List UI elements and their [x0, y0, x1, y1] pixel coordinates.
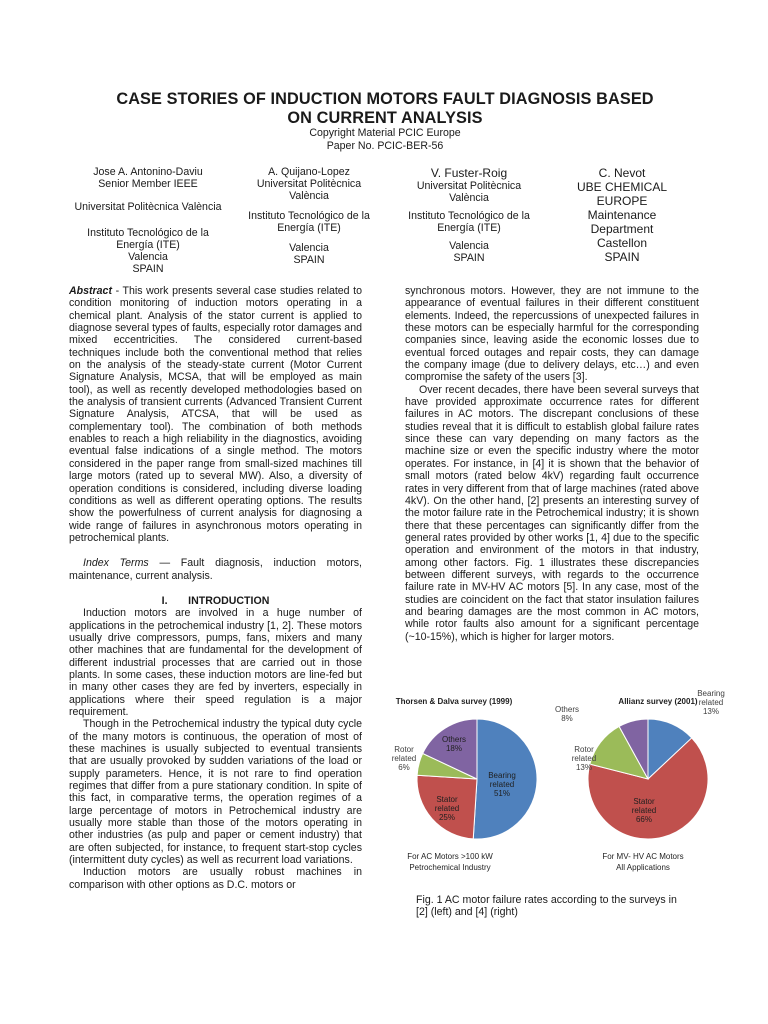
pie-left-label-rotor-related-line-1: Rotor	[394, 745, 414, 754]
pie-right-label-stator-related-line-2: related	[631, 806, 657, 815]
author-3-affil-2b: Energía (ITE)	[437, 222, 501, 234]
pie-left-label-others-value: 18%	[445, 744, 463, 753]
figure-caption-line-2: [2] (left) and [4] (right)	[416, 906, 518, 919]
figure-1-caption	[416, 894, 716, 919]
right-column	[405, 285, 699, 643]
author-1-title: Senior Member IEEE	[98, 178, 198, 190]
pie-right-label-others-line-1: Others	[554, 705, 580, 714]
pie-right-label-bearing-related-line-1: Bearing	[697, 690, 725, 698]
index-terms	[69, 557, 362, 582]
author-1-affil-1: Universitat Politècnica València	[74, 201, 222, 213]
figure-caption-line-1: Fig. 1 AC motor failure rates according to the surveys in	[416, 894, 677, 906]
author-3-affil-1a: Universitat Politècnica	[416, 180, 522, 192]
pie-left-label-rotor-related-line-2: related	[391, 754, 417, 763]
author-2-affil-1a: Universitat Politècnica	[256, 178, 362, 190]
copyright-notice: Copyright Material PCIC Europe	[309, 127, 461, 139]
pie-right-label-bearing-related-line-2: related	[698, 698, 724, 707]
pie-left-label-bearing-related-line-2: related	[489, 780, 515, 789]
left-column	[69, 285, 362, 891]
author-4-city: Castellon	[596, 236, 648, 250]
pie-left-label-stator-related-line-1: Stator	[436, 795, 458, 804]
intro-paragraph-3-continued: synchronous motors. However, they are not immune to the appearance of eventual failures in their different constituent elements. Indeed, the repercussions of unexpected failures in these motors can be especially harmful for the corresponding companies since, leaving aside the economic losses due to eventual forced outages and repair costs, they can damage the company image (due to delivery delays, etc…) and even compromise the safety of the users [3].	[405, 285, 699, 384]
pie-right-title: Allianz survey (2001)	[618, 697, 698, 706]
pie-right-label-rotor-related-line-1: Rotor	[574, 745, 594, 754]
figure-1-charts	[390, 690, 730, 882]
author-1	[58, 166, 238, 275]
author-1-name: Jose A. Antonino-Daviu	[93, 166, 203, 178]
author-4-country: SPAIN	[604, 250, 640, 264]
pie-left-label-bearing-related-value: 51%	[493, 789, 511, 798]
pie-left-label-rotor-related-value: 6%	[398, 763, 410, 772]
author-1-affil-2a: Instituto Tecnológico de la	[87, 227, 209, 239]
abstract-text: - This work presents several case studies related to condition monitoring of induction motors operating in a chemical plant. Analysis of the stator current is applied to diagnose several types of faults, especially rotor damages and mixed eccentricities. The considered current-based techniques include both the conventional method that relies on the analysis of the steady-state current (Motor Current Signature Analysis, MCSA, that will be employed as main tool), as well as recently developed methodologies based on the analysis of transient currents (Advanced Transient Current Signature Analysis, ATCSA, that will be used as complementary tool). The combination of both methods enables to reach a high reliability in the diagnostics, avoiding eventual false indications of a single method. The motors considered in the paper range from small-sized machines till large motors (rated up to several MW). Also, a diversity of operation conditions is considered, including diverse loading conditions as well as different operating options. The results show the powerfulness of current analysis for diagnosing a wide range of failures in asynchronous motors operating in petrochemical plants.	[69, 285, 362, 544]
author-1-affil-2b: Energía (ITE)	[116, 239, 180, 251]
pie-right-label-bearing-related-value: 13%	[702, 707, 720, 716]
pie-left-title: Thorsen & Dalva survey (1999)	[395, 697, 513, 706]
pie-right-footer-1: For MV- HV AC Motors	[602, 852, 684, 861]
pie-left-label-bearing-related-line-1: Bearing	[488, 771, 516, 780]
author-2-country: SPAIN	[293, 254, 325, 266]
pie-right-label-stator-related-line-1: Stator	[633, 797, 655, 806]
pie-right-label-rotor-related-value: 13%	[575, 763, 593, 772]
author-2-affil-2a: Instituto Tecnológico de la	[248, 210, 370, 222]
author-1-country: SPAIN	[132, 263, 164, 275]
author-3-affil-1b: València	[449, 192, 489, 204]
pie-right-label-rotor-related-line-2: related	[571, 754, 597, 763]
pie-left-footer-1: For AC Motors >100 kW	[407, 852, 493, 861]
author-3-city: Valencia	[449, 240, 489, 252]
abstract-paragraph	[69, 285, 362, 544]
intro-paragraph-1: Induction motors are involved in a huge number of applications in the petrochemical industry [1, 2]. These motors usually drive compressors, pumps, fans, mixers and many other machines that are fundamental for the development of different industrial processes that are carried out in those plants. In some cases, these induction motors are line-fed but in many other cases they are fed by inverters, especially in applications where their speed regulation is a major requirement.	[69, 607, 362, 718]
author-3	[396, 166, 542, 264]
intro-paragraph-3: Induction motors are usually robust machines in comparison with other options as D.C. motors or	[69, 866, 362, 891]
author-4-name: C. Nevot	[598, 166, 646, 180]
pie-left-label-stator-related-line-2: related	[434, 804, 460, 813]
author-3-country: SPAIN	[453, 252, 485, 264]
author-4-dept-2: Department	[590, 222, 654, 236]
author-1-city: Valencia	[128, 251, 168, 263]
pie-right-footer-2: All Applications	[616, 863, 670, 872]
author-4-dept-1: Maintenance	[587, 208, 657, 222]
author-2-affil-1b: València	[289, 190, 329, 202]
pie-right-label-stator-related-value: 66%	[635, 815, 653, 824]
pie-left-label-others-line-1: Others	[441, 735, 467, 744]
index-terms-label: Index Terms	[83, 557, 149, 570]
author-4-affil-1a: UBE CHEMICAL	[576, 180, 668, 194]
index-terms-text: — Fault diagnosis, induction motors, maintenance, current analysis.	[69, 557, 362, 582]
title-line-2: ON CURRENT ANALYSIS	[287, 109, 483, 127]
abstract-label: Abstract	[69, 285, 112, 297]
author-4	[560, 166, 684, 264]
author-2-name: A. Quijano-Lopez	[268, 166, 350, 178]
paper-title	[40, 90, 730, 128]
pie-right-label-others-value: 8%	[561, 714, 573, 723]
intro-paragraph-2: Though in the Petrochemical industry the typical duty cycle of the many motors is continuous, the operation of most of these machines is usually subjected to eventual transients that are usually provoked by sudden variations of the load or supply parameters. Hence, it is not rare to find operation regimes that differ from a pure stationary condition. In spite of this fact, in comparative terms, the operation regimes of a large percentage of motors in Petrochemical industry are usually more stable than those of the motors operating in other industries (as pulp and paper or cement industry) that are often subjected, for instance, to frequent start-stop cycles (intermittent duty cycles) as well as recurrent load variations.	[69, 718, 362, 867]
author-2	[236, 166, 382, 266]
author-3-affil-2a: Instituto Tecnológico de la	[408, 210, 530, 222]
pie-chart-thorsen-dalva	[392, 697, 537, 872]
author-2-affil-2b: Energía (ITE)	[277, 222, 341, 234]
pie-left-footer-2: Petrochemical Industry	[409, 863, 491, 872]
title-line-1: CASE STORIES OF INDUCTION MOTORS FAULT DIAGNOSIS BASED	[116, 90, 654, 108]
section-heading-introduction: I. INTRODUCTION	[161, 594, 270, 607]
author-2-city: Valencia	[289, 242, 329, 254]
intro-paragraph-4: Over recent decades, there have been several surveys that have provided approximate occurrence rates for different failures in AC motors. The discrepant conclusions of these studies reveal that it is difficult to establish global failure rates since these can vary depending on many factors as the machine size or even the specific industry where the motor operates. For instance, in [4] it is shown that the behavior of small motors (rated below 4kV) regarding fault occurrence rates in very different from that of large machines (rated above 4kV). On the other hand, [2] presents an interesting survey of the motor failure rate in the Petrochemical industry; it is shown there that these percentages can significantly differ from the general rates provided by other works [1, 4] due to the specific operation and environment of the motors in that industry, among other factors. Fig. 1 illustrates these discrepancies between different surveys, with regards to the occurrence failure rate in MV-HV AC motors [5]. In any case, most of the studies are coincident on the fact that stator insulation failures and bearing damages are the most common in AC motors, while rotor faults also amount for a significant percentage (~10-15%), which is higher for larger motors.	[405, 383, 699, 643]
author-3-name: V. Fuster-Roig	[430, 166, 508, 180]
pie-chart-allianz	[555, 690, 725, 872]
paper-number: Paper No. PCIC-BER-56	[326, 140, 444, 152]
pie-left-label-stator-related-value: 25%	[438, 813, 456, 822]
author-4-affil-1b: EUROPE	[596, 194, 648, 208]
